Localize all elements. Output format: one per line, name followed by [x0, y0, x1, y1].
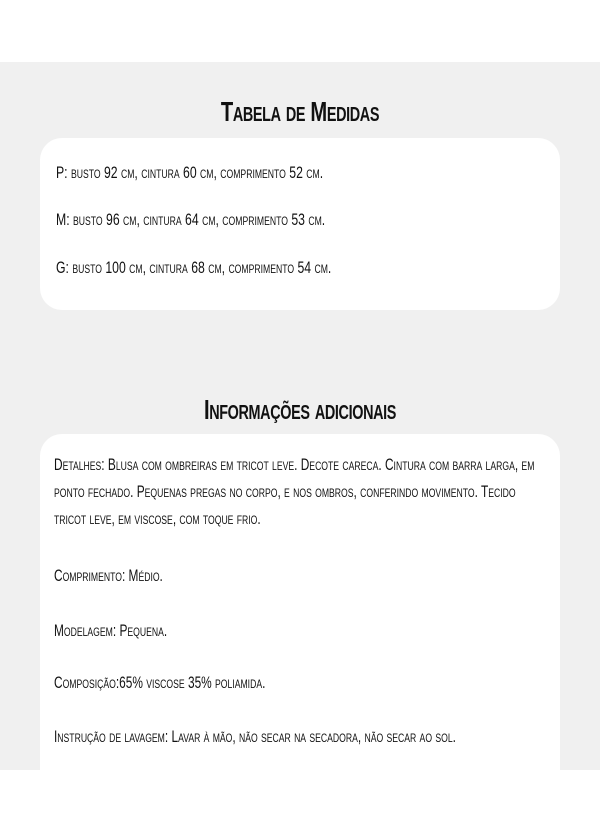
measurements-card: [40, 138, 560, 310]
additional-info-title: Informações adicionais: [203, 394, 397, 425]
measurements-title: Tabela de Medidas: [220, 96, 380, 127]
length-text: Comprimento: Médio.: [54, 567, 163, 585]
size-row-p: P: busto 92 cm, cintura 60 cm, comprimento 52 cm.: [56, 163, 324, 182]
size-row-g: G: busto 100 cm, cintura 68 cm, comprimento 54 cm.: [56, 258, 332, 277]
details-text: Detalhes: Blusa com ombreiras em tricot leve. Decote careca. Cintura com barra larga, em ponto fechado. Pequenas pregas no corpo, e nos ombros, conferindo movimento. Tecido tricot leve, em viscose, com toque frio.: [54, 456, 535, 528]
composition-text: Composição:65% viscose 35% poliamida.: [54, 674, 266, 692]
size-row-m: M: busto 96 cm, cintura 64 cm, comprimento 53 cm.: [56, 210, 326, 229]
fit-text: Modelagem: Pequena.: [54, 622, 168, 640]
additional-info-card: [40, 434, 560, 770]
washing-text: Instrução de lavagem: Lavar à mão, não secar na secadora, não secar ao sol.: [54, 728, 456, 746]
